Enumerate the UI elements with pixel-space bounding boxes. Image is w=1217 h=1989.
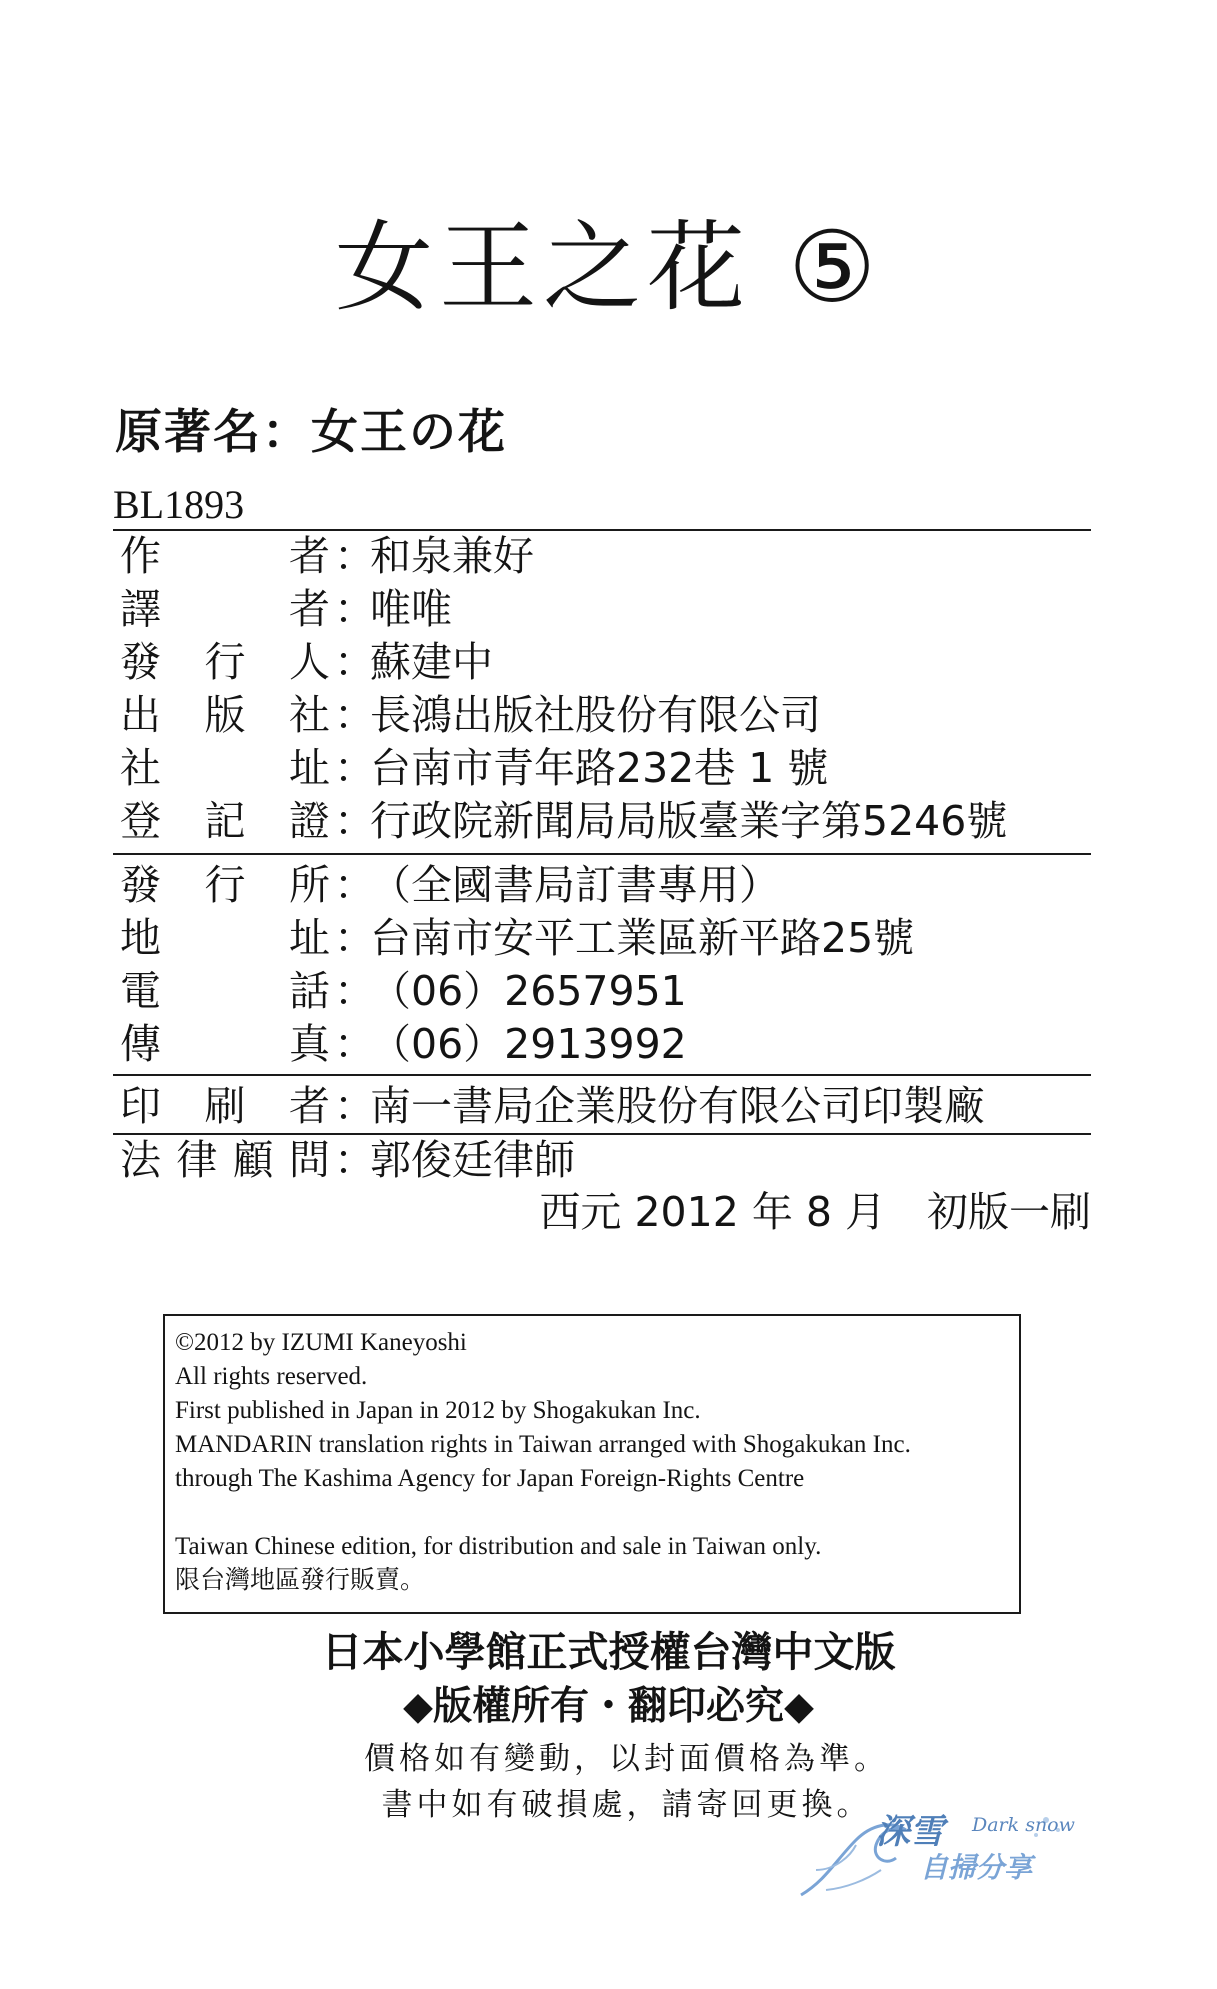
book-title: 女王之花 ⑤ — [334, 211, 882, 325]
watermark-text: 自掃分享 — [920, 1851, 1033, 1884]
copyright-line: 限台灣地區發行販賣。 — [175, 1567, 426, 1594]
divider — [113, 1074, 1091, 1076]
dist-value: （全國書局訂書專用） — [370, 861, 780, 909]
watermark-logo — [796, 1800, 1096, 1900]
original-title: 原著名：女王の花 — [115, 405, 507, 460]
separator: ： — [334, 585, 375, 633]
authorization-notice: 日本小學館正式授權台灣中文版 — [321, 1628, 896, 1676]
separator: ： — [334, 914, 375, 962]
copyright-line: First published in Japan in 2012 by Shogakukan Inc. — [175, 1397, 701, 1424]
separator: ： — [334, 532, 375, 580]
credit-value: 和泉兼好 — [370, 532, 534, 580]
copyright-line: ©2012 by IZUMI Kaneyoshi — [175, 1329, 467, 1356]
printer-label: 印刷者 — [120, 1082, 330, 1130]
separator: ： — [334, 744, 375, 792]
separator: ： — [334, 638, 375, 686]
watermark-text: Dark snow — [972, 1814, 1075, 1836]
separator: ： — [334, 691, 375, 739]
dist-value: 台南市安平工業區新平路25號 — [370, 914, 915, 962]
copyright-box — [163, 1314, 1021, 1614]
credit-value: 行政院新聞局局版臺業字第5246號 — [370, 797, 1008, 845]
credit-label: 作者 — [120, 532, 330, 580]
damage-note: 書中如有破損處，請寄回更換。 — [381, 1787, 872, 1823]
legal-label: 法律顧問 — [120, 1136, 330, 1184]
rights-notice: ◆版權所有・翻印必究◆ — [403, 1684, 814, 1729]
separator: ： — [334, 1136, 375, 1184]
dist-label: 發行所 — [120, 861, 330, 909]
credit-label: 發行人 — [120, 638, 330, 686]
dist-value: （06）2913992 — [370, 1020, 687, 1068]
copyright-line: All rights reserved. — [175, 1363, 368, 1390]
credit-value: 長鴻出版社股份有限公司 — [370, 691, 821, 739]
edition-date: 西元 2012 年 8 月 初版一刷 — [539, 1188, 1091, 1236]
separator: ： — [334, 967, 375, 1015]
divider — [113, 853, 1091, 855]
credit-label: 譯者 — [120, 585, 330, 633]
credit-value: 唯唯 — [370, 585, 452, 633]
printer-value: 南一書局企業股份有限公司印製廠 — [370, 1082, 985, 1130]
separator: ： — [334, 861, 375, 909]
credit-value: 台南市青年路232巷 1 號 — [370, 744, 829, 792]
separator: ： — [334, 1082, 375, 1130]
copyright-line: Taiwan Chinese edition, for distribution and sale in Taiwan only. — [175, 1533, 822, 1560]
credit-label: 社址 — [120, 744, 330, 792]
watermark-text: 深雪 — [876, 1812, 944, 1852]
catalog-code: BL1893 — [113, 482, 245, 527]
credit-label: 登記證 — [120, 797, 330, 845]
dist-label: 傳真 — [120, 1020, 330, 1068]
dist-label: 電話 — [120, 967, 330, 1015]
copyright-line: through The Kashima Agency for Japan Foreign-Rights Centre — [175, 1465, 805, 1492]
separator: ： — [334, 797, 375, 845]
credit-value: 蘇建中 — [370, 638, 493, 686]
legal-value: 郭俊廷律師 — [370, 1136, 575, 1184]
price-note: 價格如有變動，以封面價格為準。 — [364, 1741, 889, 1777]
credit-label: 出版社 — [120, 691, 330, 739]
copyright-line: MANDARIN translation rights in Taiwan arranged with Shogakukan Inc. — [175, 1431, 911, 1458]
separator: ： — [334, 1020, 375, 1068]
dist-label: 地址 — [120, 914, 330, 962]
dist-value: （06）2657951 — [370, 967, 687, 1015]
spacer — [175, 1496, 1019, 1530]
